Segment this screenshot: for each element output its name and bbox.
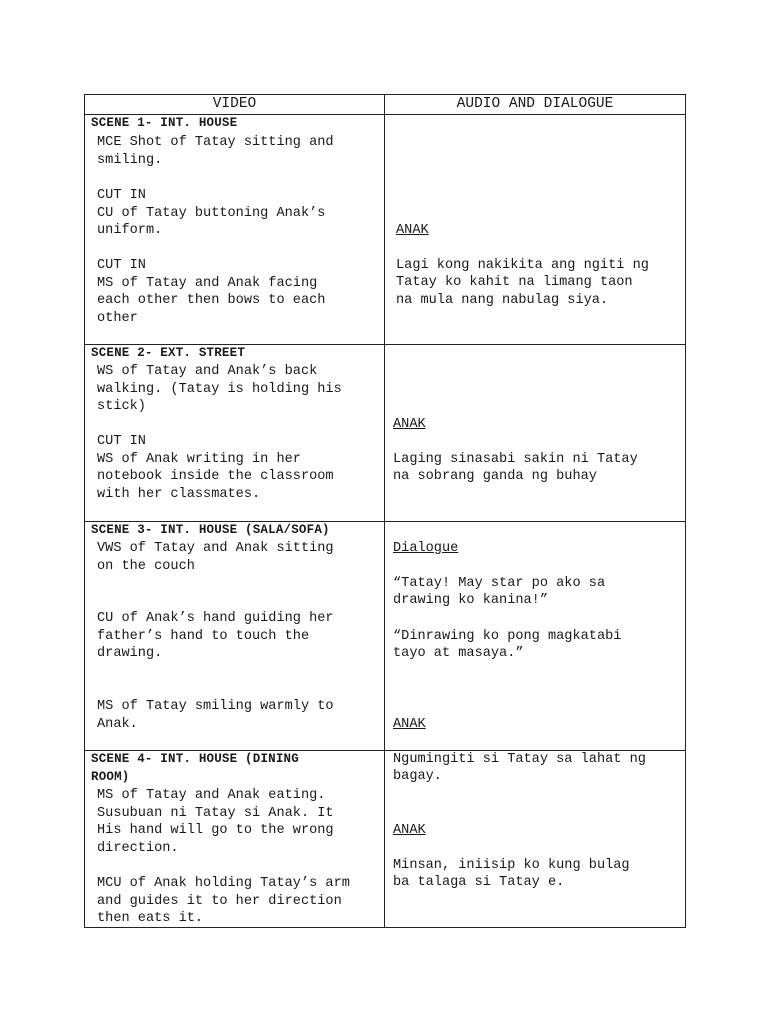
dialogue-text: “Tatay! May star po ako sa drawing ko kanina!” — [393, 575, 606, 609]
av-script-table — [84, 94, 686, 928]
scene-row — [85, 345, 685, 522]
speaker-label: Dialogue — [393, 540, 459, 556]
dialogue-text: Laging sinasabi sakin ni Tatay na sobrang ganda ng buhay — [393, 451, 638, 485]
video-direction: MCU of Anak holding Tatay’s arm and guides it to her direction then eats it. — [97, 876, 350, 927]
video-cell — [85, 345, 385, 521]
video-cell — [85, 115, 385, 344]
scene-heading: SCENE 4- INT. HOUSE (DINING ROOM) — [91, 752, 299, 784]
speaker-label: ANAK — [393, 416, 426, 432]
dialogue-text: Minsan, iniisip ko kung bulag ba talaga si Tatay e. — [393, 857, 630, 891]
audio-block — [393, 398, 683, 486]
video-direction: MCE Shot of Tatay sitting and smiling. — [97, 135, 334, 168]
audio-block — [393, 610, 683, 663]
table-header-row — [85, 95, 685, 115]
video-direction: CUT IN MS of Tatay and Anak facing each other then bows to each other — [97, 258, 326, 326]
video-cell — [85, 522, 385, 750]
scene-heading: SCENE 1- INT. HOUSE — [91, 116, 238, 130]
audio-cell — [385, 751, 685, 927]
video-direction: MS of Tatay smiling warmly to Anak. — [97, 699, 334, 732]
video-direction: MS of Tatay and Anak eating. Susubuan ni Tatay si Anak. It His hand will go to the wrong direction. — [97, 788, 334, 856]
scene-heading: SCENE 2- EXT. STREET — [91, 346, 246, 360]
audio-cell — [385, 522, 685, 785]
audio-block — [393, 522, 683, 610]
speaker-label: ANAK — [393, 822, 426, 838]
video-cell — [85, 751, 385, 927]
scene-heading: SCENE 3- INT. HOUSE (SALA/SOFA) — [91, 523, 330, 537]
audio-block — [393, 804, 683, 892]
speaker-label: ANAK — [396, 222, 429, 238]
audio-column-header: AUDIO AND DIALOGUE — [456, 96, 614, 112]
scene-row — [85, 115, 685, 345]
dialogue-text: Ngumingiti si Tatay sa lahat ng bagay. — [393, 751, 646, 785]
video-direction: CU of Anak’s hand guiding her father’s hand to touch the drawing. — [97, 611, 334, 662]
video-direction: CUT IN WS of Anak writing in her notebook inside the classroom with her classmates. — [97, 434, 334, 502]
audio-cell — [385, 115, 685, 344]
audio-block — [396, 204, 686, 310]
video-direction: WS of Tatay and Anak’s back walking. (Tatay is holding his stick) — [97, 364, 342, 415]
audio-cell — [385, 345, 685, 521]
video-direction: CUT IN CU of Tatay buttoning Anak’s uniform. — [97, 188, 326, 239]
video-direction: VWS of Tatay and Anak sitting on the couch — [97, 541, 334, 574]
video-column-header: VIDEO — [85, 95, 385, 114]
dialogue-text: Lagi kong nakikita ang ngiti ng Tatay ko kahit na limang taon na mula nang nabulag siya. — [396, 257, 649, 308]
scene-row — [85, 751, 685, 927]
speaker-label: ANAK — [393, 716, 426, 732]
dialogue-text: “Dinrawing ko pong magkatabi tayo at masaya.” — [393, 628, 622, 662]
